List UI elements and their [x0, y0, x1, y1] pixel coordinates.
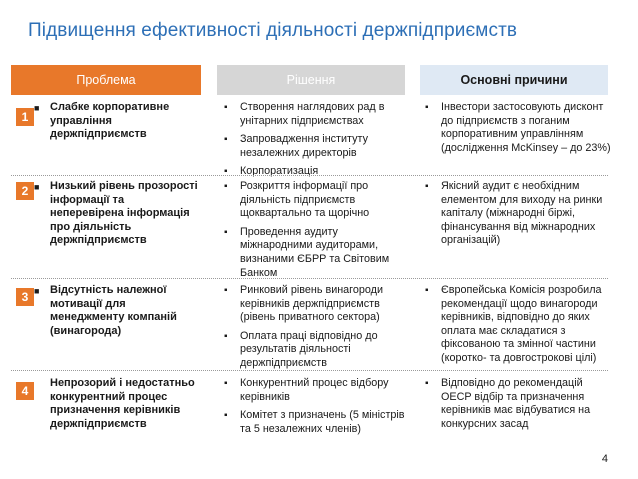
- list-item: ▪ Корпоратизація: [224, 165, 410, 179]
- causes-list: [425, 101, 615, 160]
- causes-list: [425, 180, 615, 253]
- list-item: ▪ Конкурентний процес відбору керівників: [224, 377, 410, 404]
- list-item: ▪ Запровадження інституту незалежних директорів: [224, 133, 410, 160]
- problem-text: Низький рівень прозорості інформації та неперевірена інформація про діяльність держпідприємств: [50, 180, 198, 247]
- causes-list: [425, 284, 615, 371]
- row-number-badge: 1: [16, 108, 34, 126]
- list-item: ▪ Комітет з призначень (5 міністрів та 5 незалежних членів): [224, 409, 410, 436]
- problem-text: Відсутність належної мотивації для менеджменту компаній (винагорода): [50, 284, 177, 337]
- list-item: ▪ Розкриття інформації про діяльність підприємств щоквартально та щорічно: [224, 180, 410, 221]
- problem-text: Слабке корпоративне управління держпідприємств: [50, 101, 170, 141]
- bullet-icon: ■: [34, 103, 40, 113]
- header-problem: Проблема: [11, 65, 201, 95]
- page-number: 4: [601, 453, 608, 465]
- list-item: ▪ Якісний аудит є необхідним елементом для виходу на ринки капіталу (міжнародні біржі, фінансування від міжнародних організацій): [425, 180, 615, 248]
- causes-list: [425, 377, 615, 436]
- solution-list: [224, 101, 410, 184]
- list-item: ▪ Інвестори застосовують дисконт до підприємств з поганим корпоративним управлінням (дослідження McKinsey – до 23%): [425, 101, 615, 155]
- row-divider: [11, 278, 608, 279]
- list-item: ▪ Проведення аудиту міжнародними аудиторами, визнаними ЄБРР та Світовим Банком: [224, 226, 410, 280]
- list-item: ▪ Ринковий рівень винагороди керівників держпідприємств (рівень приватного сектора): [224, 284, 410, 325]
- list-item: ▪ Створення наглядових рад в унітарних підприємствах: [224, 101, 410, 128]
- header-causes: Основні причини: [420, 65, 608, 95]
- problem-text: Непрозорий і недостатньо конкурентний процес призначення керівників держпідприємств: [50, 377, 195, 430]
- list-item: ▪ Відповідно до рекомендацій OECP відбір та призначення керівників має відбуватися на конкурсних засад: [425, 377, 615, 431]
- bullet-icon: ■: [34, 286, 40, 296]
- list-item: ▪ Європейська Комісія розробила рекомендації щодо винагороди керівників, відповідно до яких оплата має складатися з фіксованою та змінної частини (коротко- та довгострокові цілі): [425, 284, 615, 366]
- row-number-badge: 2: [16, 182, 34, 200]
- solution-list: [224, 180, 410, 285]
- header-solution: Рішення: [217, 65, 405, 95]
- row-divider: [11, 370, 608, 371]
- list-item: ▪ Оплата праці відповідно до результатів діяльності держпідприємств: [224, 330, 410, 371]
- row-divider: [11, 175, 608, 176]
- row-number-badge: 4: [16, 382, 34, 400]
- solution-list: [224, 284, 410, 376]
- page-title: Підвищення ефективності діяльності держпідприємств: [28, 20, 518, 41]
- bullet-icon: ■: [34, 182, 40, 192]
- row-number-badge: 3: [16, 288, 34, 306]
- solution-list: [224, 377, 410, 441]
